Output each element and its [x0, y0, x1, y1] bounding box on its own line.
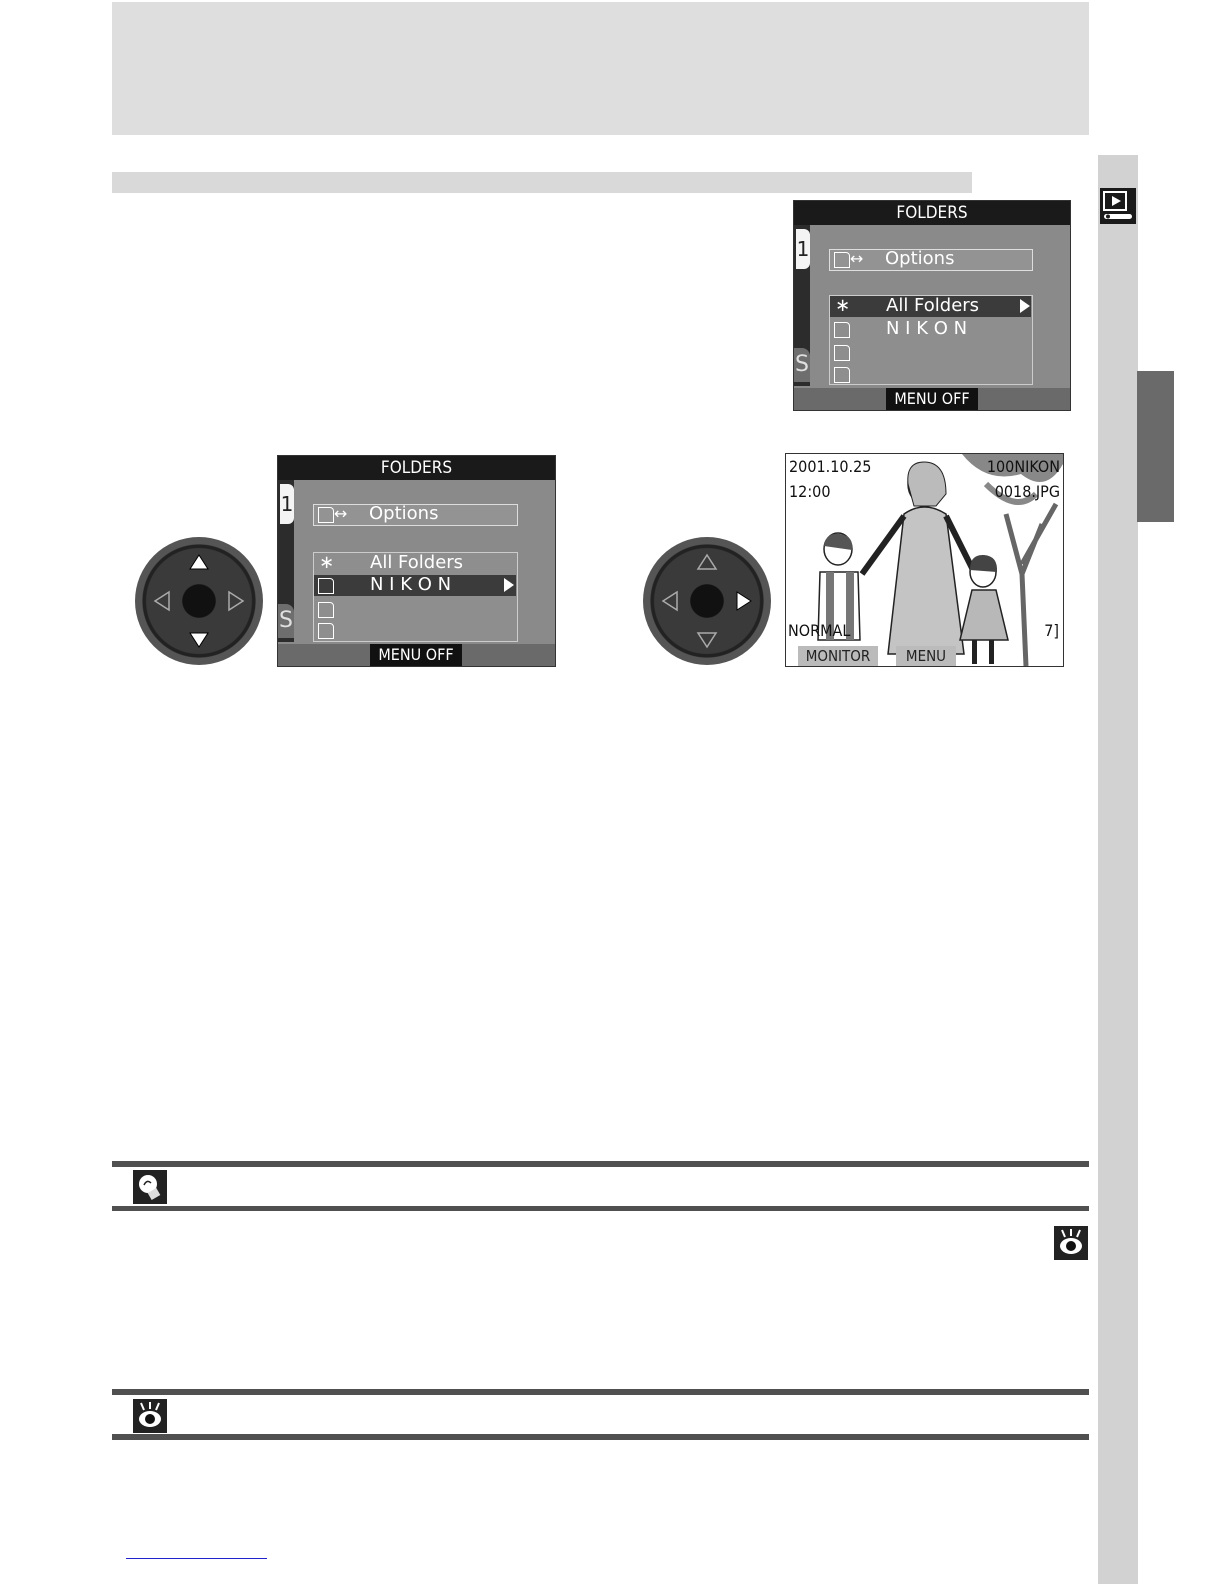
photo-date: 2001.10.25: [789, 457, 872, 476]
tab-s: S: [794, 348, 810, 382]
file-name: 0018.JPG: [994, 482, 1060, 501]
folder-name: 100NIKON: [986, 457, 1060, 476]
folder-icon: [318, 623, 334, 639]
monitor-button[interactable]: MONITOR: [798, 646, 878, 666]
lightbulb-tip-icon: [133, 1170, 167, 1204]
asterisk-icon: ∗: [835, 295, 851, 316]
right-arrow-icon: [504, 578, 514, 592]
chapter-tab: [1137, 371, 1174, 522]
menu-off-label: MENU OFF: [370, 644, 462, 666]
eye-see-also-icon: [1054, 1226, 1088, 1260]
arrows-icon: ↔: [850, 249, 864, 268]
folders-menu-screen-top: [793, 200, 1071, 411]
folders-menu-screen-left: [277, 455, 556, 667]
playback-image-screen: [785, 453, 1064, 667]
eye-see-also-icon: [133, 1399, 167, 1433]
list-item-all-folders[interactable]: All Folders: [370, 552, 464, 573]
photo-time: 12:00: [789, 482, 831, 501]
arrows-icon: ↔: [334, 504, 348, 523]
screen-title: FOLDERS: [278, 456, 555, 480]
menu-side-tabs: [278, 480, 294, 642]
menu-off-label: MENU OFF: [886, 388, 978, 410]
multi-selector-up-down-icon: [135, 537, 263, 665]
image-quality: NORMAL: [788, 621, 851, 640]
playback-icon: [1100, 188, 1136, 224]
options-label: Options: [885, 248, 955, 269]
options-label: Options: [369, 503, 439, 524]
header-band: [112, 2, 1089, 135]
chapter-strip: [1098, 155, 1138, 1584]
see-also-top-rule: [112, 1389, 1089, 1395]
folder-icon: [834, 252, 850, 268]
folder-icon: [834, 345, 850, 361]
folder-icon: [318, 578, 334, 594]
tab-1: 1: [796, 229, 810, 269]
asterisk-icon: ∗: [319, 552, 335, 573]
see-also-bottom-rule: [112, 1434, 1089, 1440]
screen-title: FOLDERS: [794, 201, 1070, 225]
folder-icon: [318, 507, 334, 523]
list-item-label: All Folders: [886, 295, 980, 316]
tab-s: S: [278, 604, 294, 638]
section-heading-bar: [112, 172, 972, 193]
folder-icon: [834, 367, 850, 383]
right-arrow-icon: [1020, 299, 1030, 313]
footnote-link-underline[interactable]: [126, 1558, 267, 1559]
tab-1: 1: [280, 484, 294, 524]
list-item-nikon[interactable]: N I K O N: [886, 318, 968, 339]
folder-icon: [834, 322, 850, 338]
tip-bottom-rule: [112, 1206, 1089, 1211]
multi-selector-right-icon: [643, 537, 771, 665]
folder-icon: [318, 602, 334, 618]
menu-button[interactable]: MENU: [896, 646, 956, 666]
frame-counter: 7]: [1044, 621, 1059, 640]
tip-top-rule: [112, 1161, 1089, 1167]
menu-side-tabs: [794, 225, 810, 386]
list-item-label: N I K O N: [370, 574, 452, 595]
